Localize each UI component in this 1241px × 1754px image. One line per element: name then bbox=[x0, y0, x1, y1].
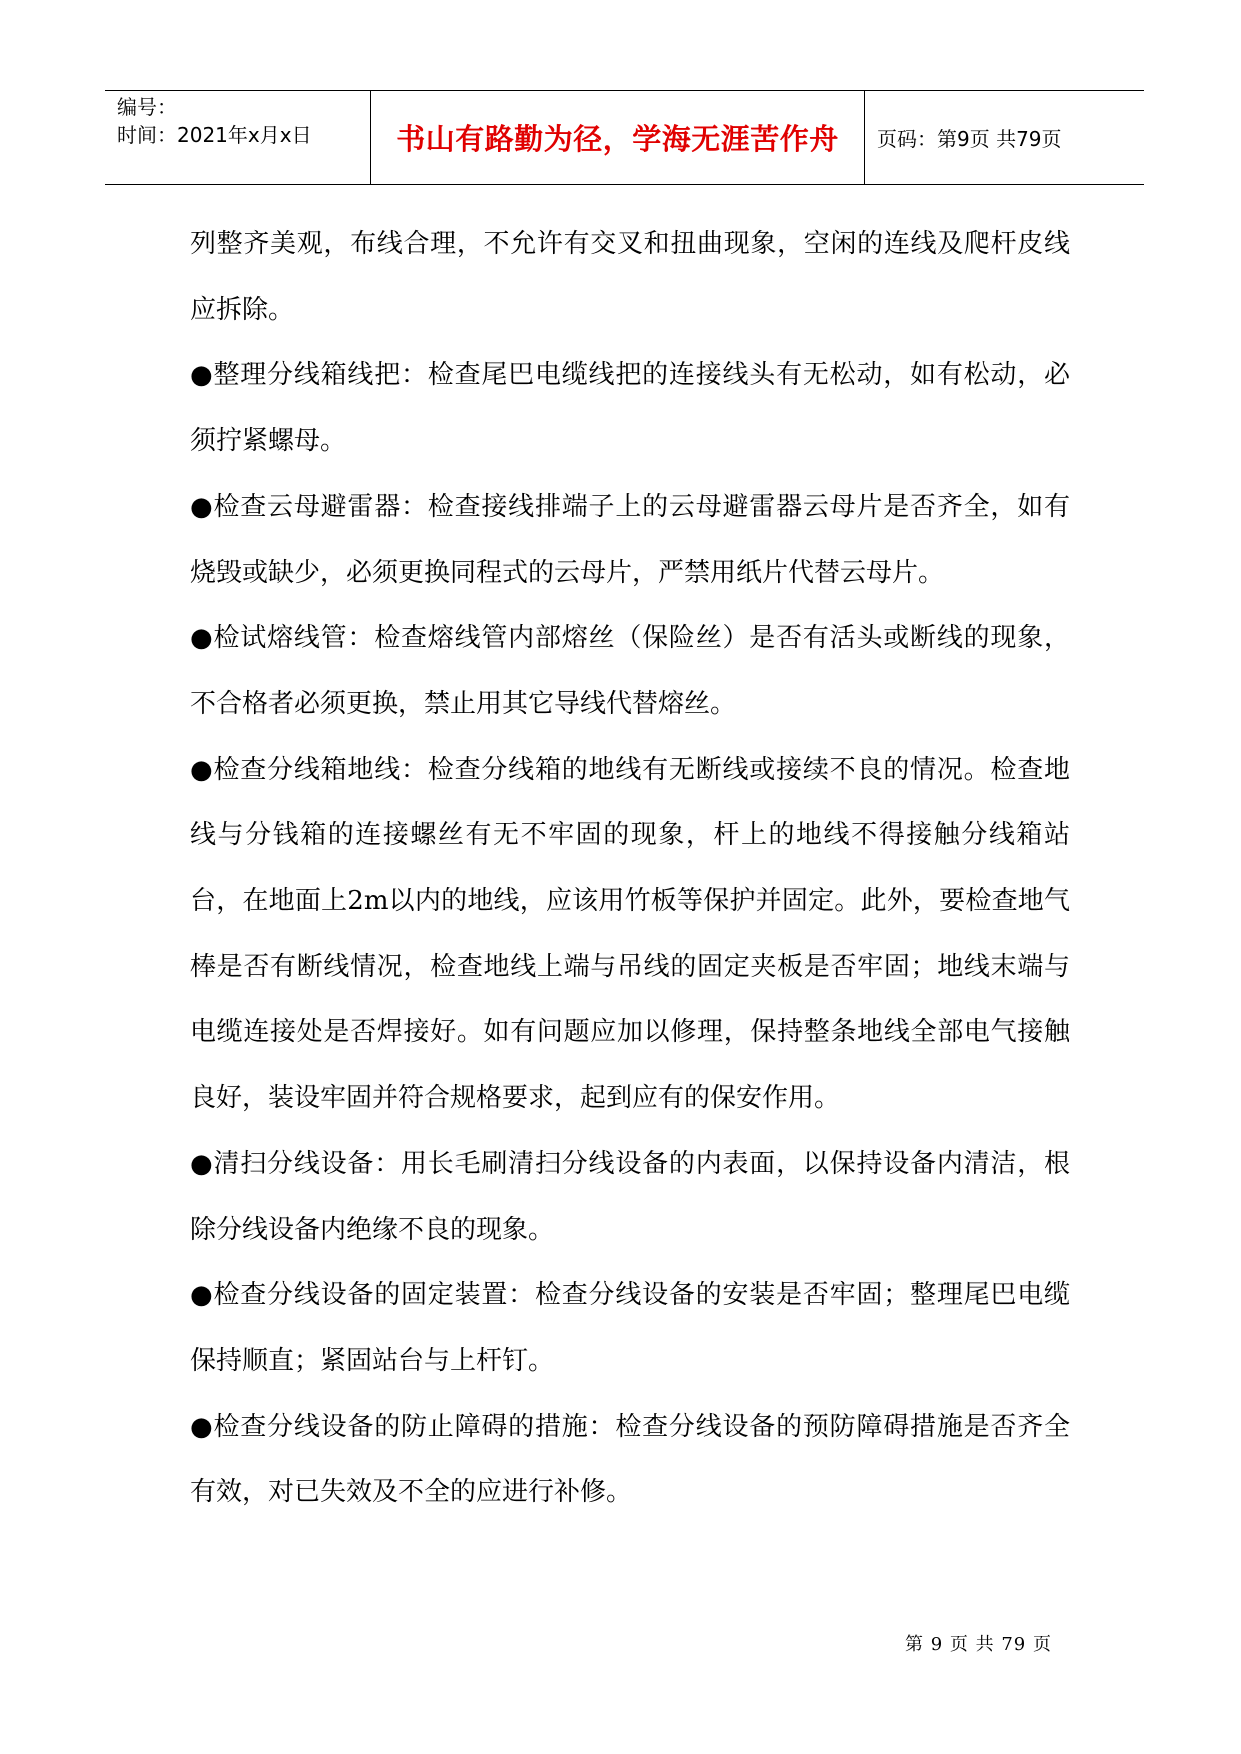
paragraph: ●检查分线设备的防止障碍的措施：检查分线设备的预防障碍措施是否齐全有效，对已失效及不全的应进行补修。 bbox=[190, 1411, 1070, 1508]
document-number-label: 编号： bbox=[117, 95, 177, 119]
paragraph: ●整理分线箱线把：检查尾巴电缆线把的连接线头有无松动，如有松动，必须拧紧螺母。 bbox=[190, 360, 1070, 457]
header-motto: 书山有路勤为径，学海无涯苦作舟 bbox=[371, 91, 865, 184]
header-page-info: 页码：第9页 共79页 bbox=[877, 127, 1062, 151]
paragraph: ●检查分线设备的固定装置：检查分线设备的安装是否牢固；整理尾巴电缆保持顺直；紧固站台与上杆钉。 bbox=[190, 1280, 1070, 1376]
paragraph: ●检查分线箱地线：检查分线箱的地线有无断线或接续不良的情况。检查地线与分钱箱的连接螺丝有无不牢固的现象，杆上的地线不得接触分线箱站台，在地面上2m以内的地线，应该用竹板等保护并固定。此外，要检查地气棒是否有断线情况，检查地线上端与吊线的固定夹板是否牢固；地线末端与电缆连接处是否焊接好。如有问题应加以修理，保持整条地线全部电气接触良好，装设牢固并符合规格要求，起到应有的保安作用。 bbox=[190, 754, 1070, 1114]
page-footer: 第 9 页 共 79 页 bbox=[905, 1634, 1052, 1655]
header-meta-cell bbox=[105, 91, 371, 184]
paragraph: ●清扫分线设备：用长毛刷清扫分线设备的内表面，以保持设备内清洁，根除分线设备内绝缘不良的现象。 bbox=[190, 1148, 1070, 1245]
document-time-label: 时间：2021年x月x日 bbox=[117, 123, 312, 147]
paragraph: 列整齐美观，布线合理，不允许有交叉和扭曲现象，空闲的连线及爬杆皮线应拆除。 bbox=[190, 229, 1070, 325]
paragraph: ●检试熔线管：检查熔线管内部熔丝（保险丝）是否有活头或断线的现象，不合格者必须更换，禁止用其它导线代替熔丝。 bbox=[190, 623, 1070, 719]
paragraph: ●检查云母避雷器：检查接线排端子上的云母避雷器云母片是否齐全，如有烧毁或缺少，必须更换同程式的云母片，严禁用纸片代替云母片。 bbox=[190, 491, 1070, 588]
page-header bbox=[105, 90, 1144, 185]
document-body bbox=[190, 212, 1070, 1526]
